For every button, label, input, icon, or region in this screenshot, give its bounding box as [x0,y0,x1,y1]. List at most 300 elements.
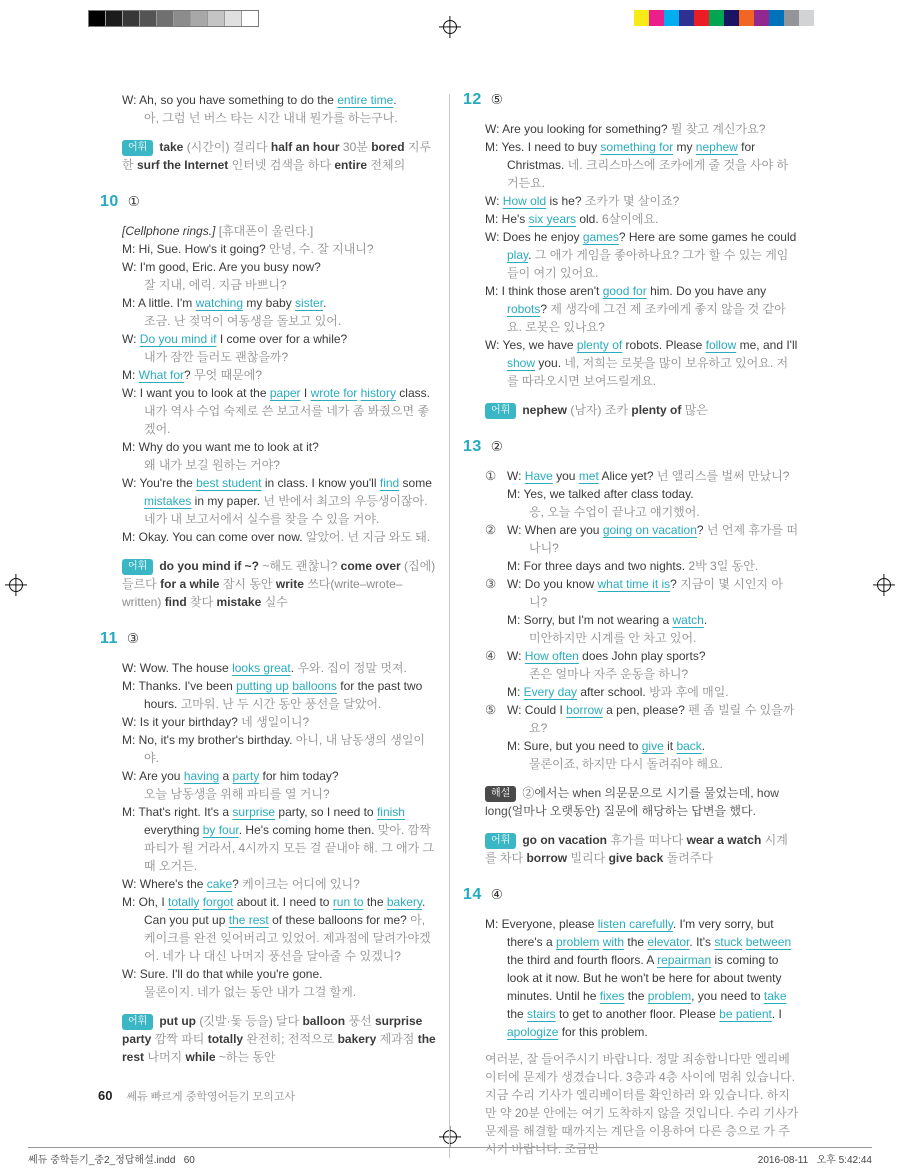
english-text: ? Here are some games he could [618,230,797,244]
vocab-term: write [275,577,308,591]
dialogue-line [507,467,799,485]
explanation-badge: 해설 [485,786,516,802]
list-item [485,521,799,575]
korean-text: 네, 저희는 로봇을 많이 보유하고 있어요. 저를 따라오시면 보여드릴게요. [507,356,789,388]
english-text: after school. [577,685,650,699]
korean-text: 풍선 [348,1014,375,1028]
explanation-text: ②에서는 when 의문문으로 시기를 물었는데, how long(얼마나 오랫동안) 질문에 해당하는 답변을 했다. [485,786,779,818]
keyword-highlight: How old [502,194,547,208]
english-text: M: Oh, I [122,895,169,909]
book-title: 쎄듀 빠르게 중학영어듣기 모의고사 [126,1091,296,1103]
keyword-highlight: nephew [695,140,738,154]
korean-text: 존은 얼마나 자주 운동을 하니? [529,667,689,681]
english-text: M: Everyone, please [485,917,598,931]
english-text: for him today? [259,769,339,783]
english-text: ? [670,577,681,591]
korean-text: 쓰다(write–wrote–written) [122,577,403,609]
question-header [100,627,436,651]
korean-text: (집에) 들르다 [122,559,436,591]
keyword-highlight: plenty of [576,338,623,352]
english-text: . It's [689,935,715,949]
keyword-highlight: totally [168,895,200,909]
english-text: . [701,739,706,753]
vocab-term: bakery [337,1032,380,1046]
korean-text: 조카가 몇 살이죠? [584,194,680,208]
vocab-badge: 어휘 [485,833,516,849]
keyword-highlight: six years [528,212,576,226]
vocab-term: nephew [522,403,571,417]
dialogue-block [122,659,436,1001]
vocab-term: totally [207,1032,247,1046]
grayscale-swatch [225,11,242,26]
english-text: W: You're the [122,476,197,490]
keyword-highlight: sister [295,296,324,310]
keyword-highlight: Do you mind if [139,332,217,346]
dialogue-line [485,210,799,228]
print-footer [28,1147,872,1168]
english-text: W: Could I [507,703,567,717]
korean-text: 물론이죠, 하지만 다시 돌려줘야 해요. [529,757,723,771]
korean-text: 넌 앨리스를 벌써 만났니? [656,469,790,483]
dialogue-line [485,915,799,1041]
english-text: W: When are you [507,523,603,537]
note-line [122,138,436,174]
keyword-highlight: wrote for [310,386,358,400]
keyword-highlight: apologize [507,1025,559,1039]
english-text: is he? [546,194,585,208]
korean-translation-line [507,629,799,647]
keyword-highlight: be patient [719,1007,772,1021]
keyword-highlight: best student [196,476,262,490]
korean-text: 전체의 [370,158,406,172]
korean-text: 빌리다 [570,851,609,865]
registration-mark-top [443,20,457,34]
english-text: some [399,476,432,490]
dialogue-line [122,438,436,456]
question-number: 12 [463,91,482,108]
keyword-highlight: cake [206,877,233,891]
question-number: 13 [463,438,482,455]
note-line [485,831,799,867]
dialogue-line [507,557,799,575]
vocab-term: give back [608,851,667,865]
keyword-highlight: problem [647,989,692,1003]
item-number: ② [485,523,497,537]
grayscale-strip [88,10,259,27]
dialogue-line [122,474,436,528]
vocab-term: come over [340,559,405,573]
item-number: ④ [485,649,497,663]
english-text: M: For three days and two nights. [507,559,689,573]
question-header [463,435,799,459]
korean-text: 무엇 때문에? [194,368,263,382]
english-text: a pen, please? [602,703,689,717]
color-swatch [664,10,679,26]
color-swatch [634,10,649,26]
korean-text: 넌 반에서 최고의 우등생이잖아. 네가 내 보고서에서 실수를 찾을 수 있을 거야. [144,494,428,526]
keyword-highlight: forgot [202,895,234,909]
keyword-highlight: balloons [292,679,337,693]
keyword-highlight: good for [602,284,647,298]
english-text: ? [184,368,195,382]
vocab-term: balloon [302,1014,349,1028]
korean-text: 왜 내가 보길 원하는 거야? [144,458,280,472]
english-text: . He's coming home then. [238,823,378,837]
korean-text: 시계를 차다 [485,833,788,865]
english-text: M: Hi, Sue. How's it going? [122,242,270,256]
korean-text: (남자) 조카 [570,403,632,417]
column-right [463,86,799,1158]
color-swatch [724,10,739,26]
korean-translation-line [122,402,436,438]
korean-text: 미안하지만 시계를 안 차고 있어. [529,631,697,645]
english-text: M: I think those aren't [485,284,603,298]
item-number: ① [485,469,497,483]
keyword-highlight: by four [202,823,239,837]
question-header [100,190,436,214]
keyword-highlight: listen carefully [597,917,673,931]
dialogue-line [122,330,436,348]
korean-text: 케이크는 어디에 있니? [242,877,360,891]
print-marks-row [0,10,900,28]
korean-text: 인터넷 검색을 하다 [231,158,335,172]
vocab-term: wear a watch [686,833,765,847]
korean-text: ~하는 동안 [218,1050,276,1064]
keyword-highlight: paper [269,386,301,400]
keyword-highlight: elevator [647,935,690,949]
keyword-highlight: robots [507,302,541,316]
korean-text: 내가 역사 수업 숙제로 쓴 보고서를 네가 좀 봐줬으면 좋겠어. [144,404,430,436]
dialogue-line [485,192,799,210]
vocab-term: go on vacation [522,833,611,847]
korean-text: 지금이 몇 시인지 아니? [529,577,783,609]
english-text: W: Is it your birthday? [122,715,242,729]
color-swatch [709,10,724,26]
english-text: W: I'm good, Eric. Are you busy now? [122,260,321,274]
english-text: about it. I need to [233,895,333,909]
korean-text: 제과점 [379,1032,418,1046]
vocab-badge: 어휘 [485,403,516,419]
korean-text: 안녕, 수. 잘 지내니? [269,242,374,256]
vocab-term: for a while [160,577,223,591]
english-text: for the past two hours. [144,679,423,711]
dialogue-line [122,731,436,767]
english-text: M: Yes. I need to buy [485,140,601,154]
korean-text: 찾다 [190,595,217,609]
keyword-highlight: what time it is [597,577,671,591]
korean-text: 그 애가 게임을 좋아하나요? 그가 할 수 있는 게임들이 여기 있어요. [507,248,789,280]
keyword-highlight: having [183,769,220,783]
english-text: the third and fourth floors. A [507,953,658,967]
keyword-highlight: stuck [714,935,743,949]
korean-translation-line [507,503,799,521]
english-text: M: He's [485,212,529,226]
keyword-highlight: entire time [337,93,394,107]
korean-translation-line [122,312,436,330]
keyword-highlight: follow [705,338,737,352]
keyword-highlight: history [360,386,396,400]
english-text: does John play sports? [578,649,706,663]
keyword-highlight: give [641,739,664,753]
keyword-highlight: borrow [566,703,603,717]
grayscale-swatch [123,11,140,26]
list-item [485,647,799,701]
list-item [485,467,799,521]
english-text: . [323,296,327,310]
korean-text: 뭘 찾고 계신가요? [670,122,766,136]
vocabulary-box [122,557,436,611]
english-text: I [300,386,311,400]
english-text: W: [507,649,525,663]
english-text: is coming to look at it now. But he won't be here for about twenty minutes. Until he [507,953,782,1003]
english-text: for this problem. [558,1025,648,1039]
keyword-highlight: stairs [527,1007,556,1021]
korean-text: 넌 언제 휴가를 떠나니? [529,523,799,555]
english-text: W: [485,194,503,208]
dialogue-line [122,875,436,893]
dialogue-line [507,575,799,611]
korean-text: 방과 후에 매일. [649,685,729,699]
vocab-term: surf the Internet [136,158,232,172]
page-footer [98,1086,295,1106]
question-number: 14 [463,886,482,903]
dialogue-line [485,282,799,336]
dialogue-line [507,737,799,755]
korean-text: 알았어. 넌 지금 와도 돼. [305,530,431,544]
grayscale-swatch [89,11,106,26]
english-text: him. Do you have any [646,284,767,298]
question-header [463,883,799,907]
korean-text: 완전히; 전적으로 [246,1032,338,1046]
korean-text: ~해도 괜찮니? [262,559,341,573]
dialogue-block [485,120,799,390]
dialogue-line [122,659,436,677]
dialogue-line [122,528,436,546]
english-text: . I [771,1007,782,1021]
english-text: . [393,93,397,107]
korean-text: 나머지 [147,1050,186,1064]
vocab-badge: 어휘 [122,140,153,156]
korean-text: (깃발·돛 등을) 달다 [199,1014,303,1028]
keyword-highlight: run to [332,895,364,909]
english-text: for Christmas. [507,140,756,172]
vocab-term: half an hour [270,140,343,154]
english-text: . [703,613,708,627]
dialogue-line [122,240,436,258]
english-text: M: [122,368,139,382]
dialogue-line [122,222,436,240]
english-text: my baby [243,296,296,310]
question-number: 10 [100,193,119,210]
korean-text: 30분 [342,140,372,154]
stage-direction: [Cellphone rings.] [122,224,219,238]
dialogue-line [122,366,436,384]
korean-paragraph [485,1050,799,1158]
korean-text: 펜 좀 빌릴 수 있을까요? [529,703,795,735]
item-content [507,647,799,701]
list-item [485,575,799,647]
english-text: M: Okay. You can come over now. [122,530,306,544]
note-line [122,557,436,611]
color-swatch [679,10,694,26]
keyword-highlight: Have [524,469,553,483]
vocabulary-box [122,1012,436,1066]
keyword-highlight: met [578,469,599,483]
keyword-highlight: the rest [228,913,269,927]
english-text: M: That's right. It's a [122,805,233,819]
keyword-highlight: games [582,230,619,244]
english-text: W: Wow. The house [122,661,233,675]
dialogue-line [507,647,799,665]
english-text: I come over for a while? [216,332,348,346]
grayscale-swatch [140,11,157,26]
english-text: M: Thanks. I've been [122,679,237,693]
question-header [463,88,799,112]
korean-text: 깜짝 파티 [154,1032,208,1046]
english-text: W: Are you looking for something? [485,122,671,136]
keyword-highlight: take [763,989,787,1003]
keyword-highlight: show [507,356,536,370]
english-text: W: Ah, so you have something to do the [122,93,338,107]
english-text: W: [122,332,140,346]
english-text: the [363,895,387,909]
korean-text: 아, 그럼 넌 버스 타는 시간 내내 뭔가를 하는구나. [144,111,398,125]
answer-choice: ⑤ [490,92,503,107]
dialogue-line [485,120,799,138]
color-swatch [739,10,754,26]
keyword-highlight: mistakes [144,494,192,508]
korean-translation-line [507,665,799,683]
answer-choice: ① [127,194,140,209]
english-text: of these balloons for me? [268,913,411,927]
item-number: ⑤ [485,703,497,717]
korean-text: 여러분, 잘 들어주시기 바랍니다. 정말 죄송합니다만 엘리베이터에 문제가 생겼습니다. 3층과 4층 사이에 멈춰 있습니다. 지금 수리 기사가 엘리베이터를 확인하러 와 있습니다. 하지만 약 20분 안에는 여기 도착하지 않을 것입니다. 수리 기사가 문제를 해결할 때까지는 계단을 이용하여 다른 층으로 가 주시기 바랍니다. 조금만 [485,1052,799,1156]
page-content [100,86,800,1158]
english-text: my [673,140,696,154]
color-swatch [799,10,814,26]
korean-text: 네. 크리스마스에 조카에게 줄 것을 사야 하거든요. [507,158,789,190]
english-text: W: Do you know [507,577,598,591]
korean-text: (시간이) 걸리다 [186,140,271,154]
column-left [100,86,436,1158]
english-text: you. [535,356,565,370]
korean-text: 우와. 집이 정말 멋져. [297,661,407,675]
english-text: W: Yes, we have [485,338,577,352]
answer-choice: ② [490,439,503,454]
print-timestamp: 2016-08-11 오후 5:42:44 [757,1155,872,1166]
korean-text: 아, 케이크를 완전 잊어버리고 있었어. 제과점에 달려가야겠어. 네가 나 대신 나머지 풍선을 달아줄 수 있겠니? [144,913,431,963]
english-text: robots. Please [622,338,706,352]
english-text: ? [540,302,551,316]
dialogue-line [485,336,799,390]
dialogue-line [122,677,436,713]
korean-text: 실수 [264,595,288,609]
korean-text: 휴가를 떠나다 [610,833,687,847]
english-text: W: Sure. I'll do that while you're gone. [122,967,323,981]
english-text: . Can you put up [144,895,426,927]
keyword-highlight: surprise [232,805,276,819]
keyword-highlight: party [232,769,260,783]
korean-text: 지루한 [122,140,432,172]
korean-text: 돌려주다 [666,851,713,865]
english-text: everything [144,823,203,837]
vocabulary-box [122,138,436,174]
page-number: 60 [98,1088,113,1103]
keyword-highlight: going on vacation [602,523,697,537]
vocab-term: do you mind if ~? [159,559,263,573]
column-divider [449,94,450,1158]
color-swatch [694,10,709,26]
color-bar-strip [634,10,814,26]
keyword-highlight: How often [524,649,579,663]
korean-text: 고마워. 난 두 시간 동안 풍선을 달았어. [180,697,382,711]
keyword-highlight: What for [138,368,185,382]
note-line [485,784,799,820]
answer-choice: ④ [490,887,503,902]
keyword-highlight: watch [672,613,704,627]
korean-translation-line [122,456,436,474]
korean-text: 내가 잠깐 들러도 괜찮을까? [144,350,289,364]
korean-translation-line [122,785,436,803]
english-text: M: Why do you want me to look at it? [122,440,319,454]
vocab-term: take [159,140,187,154]
dialogue-block [485,915,799,1041]
english-text: W: Does he enjoy [485,230,583,244]
item-content [507,467,799,521]
numbered-dialogue-list [485,467,799,773]
korean-text: 물론이지. 네가 없는 동안 내가 그걸 할게. [144,985,357,999]
korean-text: 맞아. 깜짝 파티가 될 거라서, 4시까지 모든 걸 끝내야 해. 그 애가 그때 오거든. [144,823,435,873]
dialogue-line [122,294,436,312]
korean-text: 네 생일이니? [241,715,310,729]
english-text: me, and I'll [736,338,798,352]
dialogue-line [122,258,436,276]
dialogue-line [122,384,436,402]
keyword-highlight: looks great [232,661,291,675]
english-text: W: Are you [122,769,184,783]
english-text: , you need to [691,989,764,1003]
korean-translation-line [122,109,436,127]
dialogue-line [507,701,799,737]
question-number: 11 [100,630,118,647]
english-text: old. [575,212,602,226]
korean-text: 2박 3일 동안. [688,559,759,573]
keyword-highlight: play [507,248,529,262]
vocab-term: surprise party [122,1014,423,1046]
english-text: M: Yes, we talked after class today. [507,487,694,501]
vocabulary-box [485,401,799,419]
keyword-highlight: putting up [236,679,289,693]
english-text: M: Sure, but you need to [507,739,642,753]
korean-text: 잘 지내, 에릭. 지금 바쁘니? [144,278,287,292]
english-text: Alice yet? [598,469,657,483]
dialogue-line [122,965,436,983]
color-swatch [784,10,799,26]
grayscale-swatch [106,11,123,26]
answer-choice: ③ [126,631,140,646]
keyword-highlight: find [379,476,400,490]
english-text: . I'm very sorry, but there's a [507,917,774,949]
english-text: class. [395,386,430,400]
english-text: a [219,769,233,783]
korean-text: 제 생각에 그건 제 조카에게 좋지 않을 것 같아요. 로봇은 있나요? [507,302,786,334]
item-number: ③ [485,577,497,591]
english-text: . [290,661,298,675]
vocab-badge: 어휘 [122,559,153,575]
keyword-highlight: repairman [657,953,712,967]
english-text: party, so I need to [275,805,377,819]
dialogue-line [507,521,799,557]
